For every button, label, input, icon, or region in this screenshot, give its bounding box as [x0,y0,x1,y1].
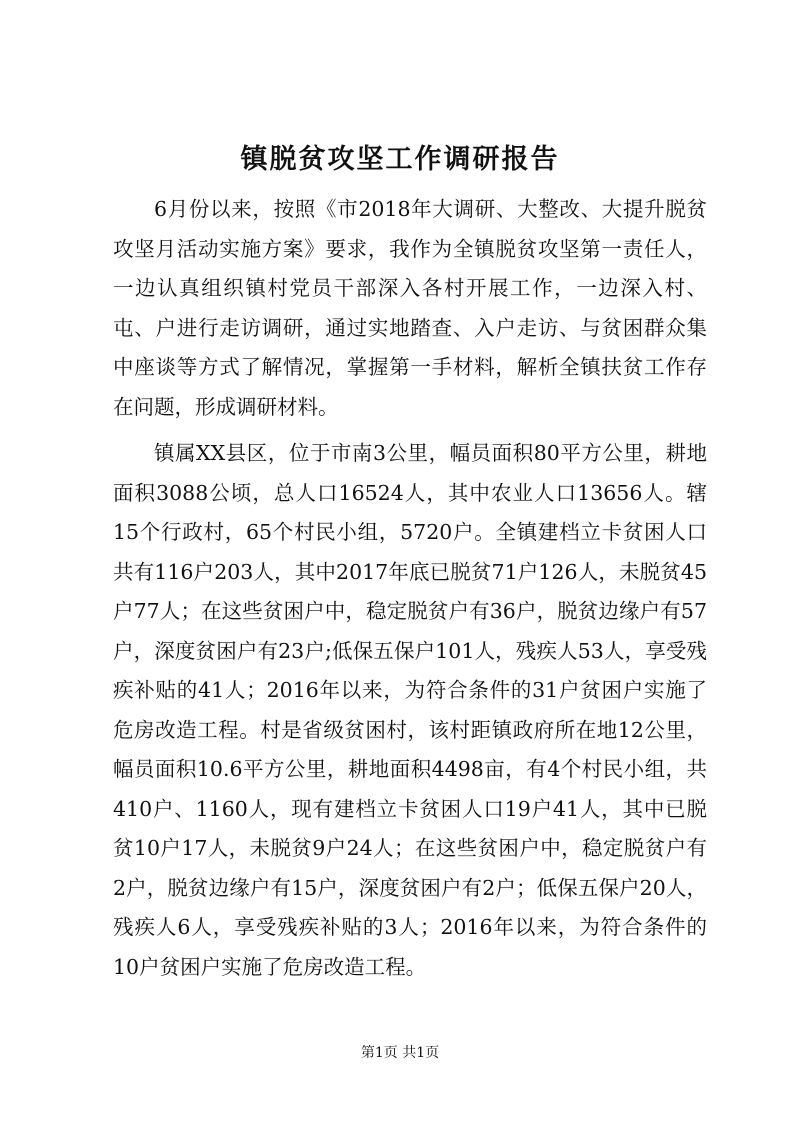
document-title: 镇脱贫攻坚工作调研报告 [240,144,560,175]
paragraph-intro: 6月份以来，按照《市2018年大调研、大整改、大提升脱贫攻坚月活动实施方案》要求，我作为全镇脱贫攻坚第一责任人，一边认真组织镇村党员干部深入各村开展工作，一边深入村、屯、户进行走访调研，通过实地踏查、入户走访、与贫困群众集中座谈等方式了解情况，掌握第一手材料，解析全镇扶贫工作存在问题，形成调研材料。 [113,197,707,419]
paragraph-overview: 镇属XX县区，位于市南3公里，幅员面积80平方公里，耕地面积3088公顷，总人口16524人，其中农业人口13656人。辖15个行政村，65个村民小组，5720户。全镇建档立卡贫困人口共有116户203人，其中2017年底已脱贫71户126人，未脱贫45户77人；在这些贫困户中，稳定脱贫户有36户，脱贫边缘户有57户，深度贫困户有23户;低保五保户101人，残疾人53人，享受残疾补贴的41人；2016年以来，为符合条件的31户贫困户实施了危房改造工程。村是省级贫困村，该村距镇政府所在地12公里，幅员面积10.6平方公里，耕地面积4498亩，有4个村民小组，共410户、1160人，现有建档立卡贫困人口19户41人，其中已脱贫10户17人，未脱贫9户24人；在这些贫困户中，稳定脱贫户有2户，脱贫边缘户有15户，深度贫困户有2户；低保五保户20人，残疾人6人，享受残疾补贴的3人；2016年以来，为符合条件的10户贫困户实施了危房改造工程。 [113,441,707,979]
document-body [113,190,707,994]
page-number-footer: 第1页 共1页 [360,1045,440,1061]
